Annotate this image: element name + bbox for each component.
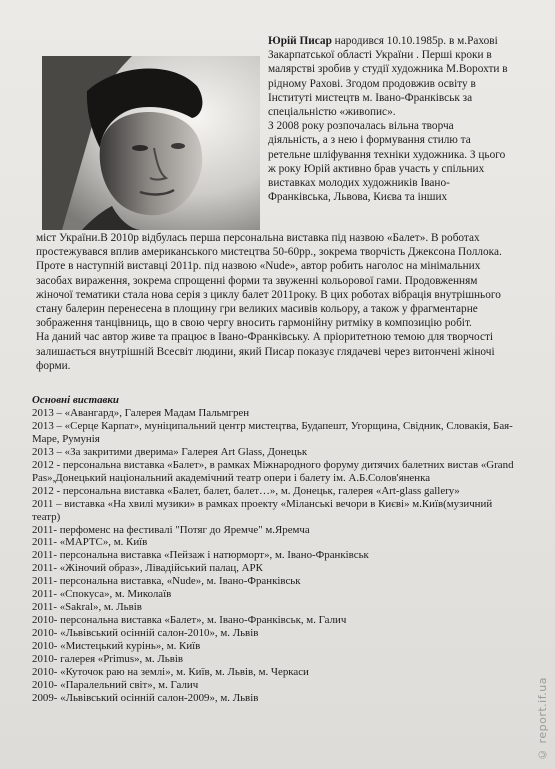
- exhibitions-title: Основні виставки: [32, 394, 119, 406]
- exhibition-entry: 2013 – «Серце Карпат», муніципальний центр мистецтва, Будапешт, Угорщина, Свідник, Словакія, Бая-Маре, Румунія: [32, 419, 513, 445]
- exhibition-entry: 2011- «МАРТС», м. Київ: [32, 536, 148, 549]
- exhibition-entry: 2010- «Мистецький курінь», м. Київ: [32, 640, 201, 653]
- artist-name: Юрій Писар: [268, 35, 332, 47]
- exhibition-entry: 2011 – виставка «На хвилі музики» в рамках проекту «Міланські вечори в Києві» м.Київ(музичний театр): [32, 497, 495, 523]
- exhibition-entry: 2010- «Куточок раю на землі», м. Київ, м. Львів, м. Черкаси: [32, 666, 309, 679]
- exhibition-entry: 2013 – «Авангард», Галерея Мадам Пальмгрен: [32, 406, 250, 419]
- bio-paragraph-2-rest: міст України.В 2010р відбулась перша персональна виставка під назвою «Балет». В роботах простежувався вплив американського мистецтва 50-60рр., зокрема творчість Джексона Поллока. Проте в наступній виставці 2011р. під назвою «Nude», автор робить наголос на мінімальних засобах вираження, зокрема спрощенні форми та звуженні кольорової гами. Продовженням жіночої тематики стала нова серія з циклу балет 2011року. В цих роботах вібрація внутрішнього стану балерин перенесена в площину гри великих масивів кольору, а також у фрагментарне зображення танцівниць, що в свою чергу вносить гармонійну ритміку в композицію робіт.: [36, 232, 502, 330]
- exhibition-entry: 2010- «Паралельний світ», м. Галич: [32, 678, 199, 691]
- bio-intro-text: народився 10.10.1985р. в м.Рахові Закарпатської області України . Перші кроки в малярстві зробив у студії художника М.Ворохти в рідному Рахові. Згодом продовжив освіту в Інституті мистецтв м. Івано-Франківськ за спеціальністю «живопис».: [268, 35, 508, 119]
- exhibition-entry: 2009- «Львівський осінній салон-2009», м. Львів: [32, 691, 259, 704]
- artist-portrait-photo: [42, 56, 260, 230]
- exhibition-entry: 2011- «Sakral», м. Львів: [32, 601, 142, 614]
- bio-main: [36, 231, 510, 373]
- exhibition-entry: 2010- галерея «Primus», м. Львів: [32, 653, 184, 666]
- exhibition-entry: 2011- персональна виставка «Пейзаж і натюрморт», м. Івано-Франківськ: [32, 549, 369, 562]
- exhibition-entry: 2011- «Спокуса», м. Миколаїв: [32, 588, 172, 601]
- exhibition-entry: 2011- «Жіночий образ», Лівадійський палац, АРК: [32, 562, 263, 575]
- exhibition-entry: 2010- «Львівський осінній салон-2010», м. Львів: [32, 627, 259, 640]
- exhibition-entry: 2011- перфоменс на фестивалі "Потяг до Яремче" м.Яремча: [32, 523, 310, 536]
- bio-intro: [268, 34, 508, 204]
- portrait-image: [42, 56, 260, 230]
- site-watermark: © report.if.ua: [536, 677, 549, 761]
- exhibition-entry: 2010- персональна виставка «Балет», м. Івано-Франківськ, м. Галич: [32, 614, 347, 627]
- exhibition-entry: 2012 - персональна виставка «Балет», в рамках Міжнародного форуму дитячих балетних вистав «Grand Pas»,Донецький національний академічний театр опери і балету ім. А.Б.Солов'яненка: [32, 458, 517, 484]
- exhibitions-section: [32, 394, 517, 705]
- exhibition-entry: 2012 - персональна виставка «Балет, балет, балет…», м. Донецьк, галерея «Art-glass gallery»: [32, 484, 460, 497]
- bio-paragraph-3: На даний час автор живе та працює в Івано-Франківську. А пріоритетною темою для творчості залишається внутрішній Всесвіт людини, який Писар показує глядачеві через витончені жіночі форми.: [36, 331, 495, 372]
- bio-paragraph-1: [268, 34, 508, 119]
- bio-paragraph-2-top: З 2008 року розпочалась вільна творча діяльність, а з нею і формування стилю та ретельне шліфування техніки художника. З цього ж року Юрій активно брав участь у спільних виставках молодих художників Івано-Франківська, Львова, Києва та інших: [268, 120, 506, 204]
- exhibition-entry: 2011- персональна виставка, «Nude», м. Івано-Франківськ: [32, 575, 301, 588]
- exhibition-entry: 2013 – «За закритими дверима» Галерея Art Glass, Донецьк: [32, 445, 308, 458]
